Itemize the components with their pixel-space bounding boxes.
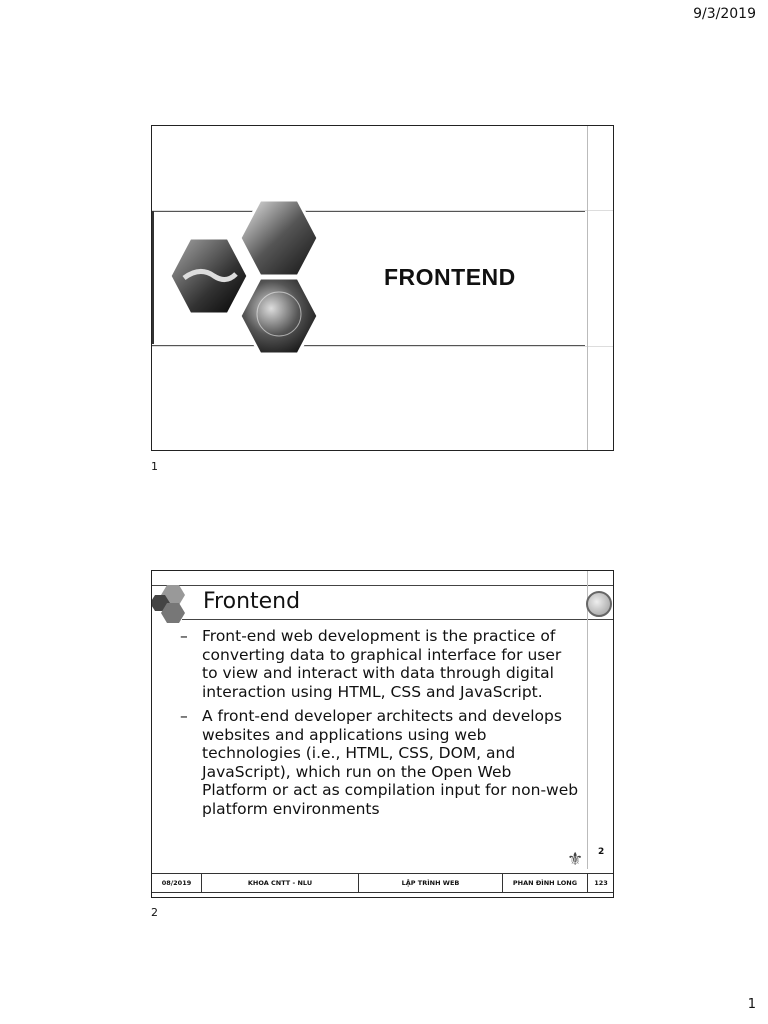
footer-course: LẬP TRÌNH WEB [359, 874, 503, 892]
hexagon-image-cluster [170, 196, 340, 366]
footer-faculty: KHOA CNTT - NLU [202, 874, 359, 892]
slide-number: 2 [151, 906, 158, 919]
divider [152, 585, 613, 586]
slide-footer [152, 873, 613, 893]
slide-title: FRONTEND [384, 264, 516, 290]
slide-number: 1 [151, 460, 158, 473]
university-logo-icon [586, 591, 612, 617]
footer-author: PHAN ĐÌNH LONG [503, 874, 588, 892]
footer-date: 08/2019 [152, 874, 202, 892]
bullet-text: A front-end developer architects and develops websites and applications using web technologies (i.e., HTML, CSS, DOM, and JavaScript), which run on the Open Web Platform or act as compilation input for non-web platform environments [202, 707, 579, 818]
slide-2 [151, 570, 614, 898]
bullet-marker: – [180, 707, 188, 725]
list-item [180, 707, 580, 818]
slide-title: Frontend [203, 589, 301, 614]
technology-image [240, 200, 318, 276]
slide-1 [151, 125, 614, 451]
hexagon-decoration-icon [152, 583, 192, 623]
bullet-text: Front-end web development is the practice of converting data to graphical interface for user to view and interact with data through digital interaction using HTML, CSS and JavaScript. [202, 627, 562, 701]
footer-page: 123 [594, 879, 608, 887]
fleur-de-lis-icon: ⚜ [567, 849, 584, 870]
divider [152, 211, 154, 344]
divider [182, 619, 613, 620]
list-item [180, 627, 580, 701]
bullet-list [180, 627, 580, 824]
print-date: 9/3/2019 [693, 6, 756, 22]
bullet-marker: – [180, 627, 188, 645]
divider [587, 571, 588, 869]
slide-corner-number: 2 [598, 847, 605, 857]
divider [587, 126, 588, 450]
globe-image [240, 278, 318, 354]
page-number: 1 [747, 997, 756, 1012]
